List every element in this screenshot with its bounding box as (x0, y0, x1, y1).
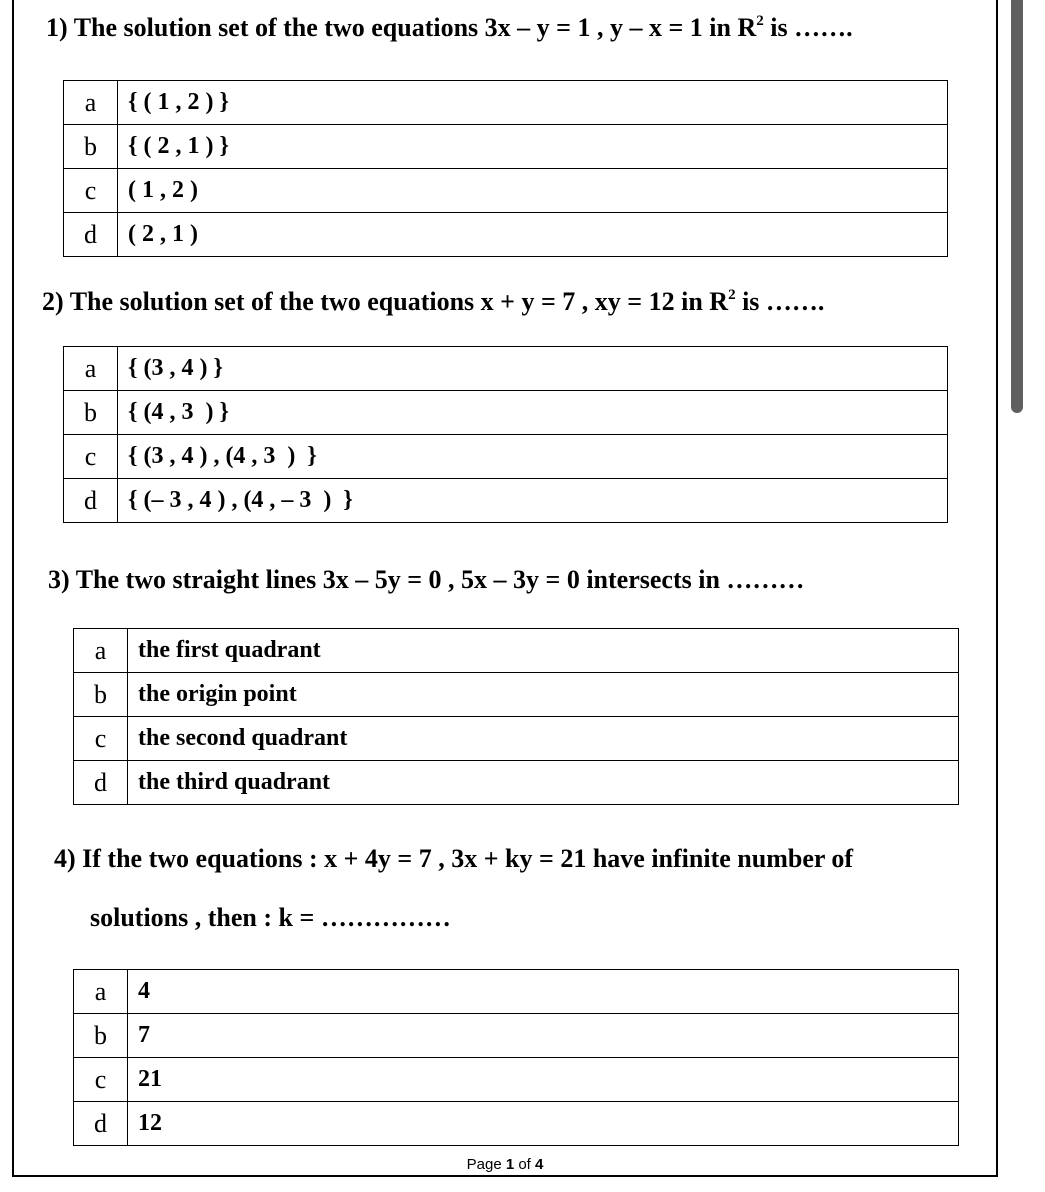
option-value: 4 (128, 970, 959, 1014)
option-value: the third quadrant (128, 761, 959, 805)
option-row[interactable] (64, 347, 948, 391)
question-2-tail: is ……. (735, 287, 825, 316)
question-4-body-line2: solutions , then : k = …………… (90, 903, 451, 932)
option-letter: c (64, 435, 118, 479)
option-value: 21 (128, 1058, 959, 1102)
question-3-options (73, 628, 959, 805)
option-row[interactable] (64, 479, 948, 523)
option-row[interactable] (64, 125, 948, 169)
option-letter: b (74, 673, 128, 717)
question-4-text-line2 (90, 903, 451, 933)
footer-current-page: 1 (505, 1156, 515, 1173)
question-4-text (54, 844, 853, 874)
option-value: ( 1 , 2 ) (118, 169, 948, 213)
option-row[interactable] (74, 970, 959, 1014)
option-letter: b (64, 391, 118, 435)
option-letter: c (74, 717, 128, 761)
option-value: the second quadrant (128, 717, 959, 761)
question-2-text (42, 287, 824, 317)
question-2-superscript: 2 (728, 287, 736, 303)
option-row[interactable] (74, 1102, 959, 1146)
option-value: 7 (128, 1014, 959, 1058)
option-letter: a (64, 81, 118, 125)
option-row[interactable] (74, 1058, 959, 1102)
question-1-tail: is ……. (763, 13, 853, 42)
option-value: { (3 , 4 ) } (118, 347, 948, 391)
option-row[interactable] (74, 629, 959, 673)
option-value: 12 (128, 1102, 959, 1146)
option-letter: c (74, 1058, 128, 1102)
option-letter: a (64, 347, 118, 391)
option-letter: d (74, 1102, 128, 1146)
question-2-body: 2) The solution set of the two equations x + y = 7 , xy = 12 in R (42, 287, 729, 316)
option-value: { (3 , 4 ) , (4 , 3 ) } (118, 435, 948, 479)
option-value: { ( 1 , 2 ) } (118, 81, 948, 125)
option-letter: a (74, 629, 128, 673)
option-value: the origin point (128, 673, 959, 717)
option-value: { (– 3 , 4 ) , (4 , – 3 ) } (118, 479, 948, 523)
option-letter: b (64, 125, 118, 169)
option-letter: c (64, 169, 118, 213)
question-3-text (48, 565, 804, 595)
page-footer (0, 1156, 1010, 1173)
option-row[interactable] (74, 1014, 959, 1058)
footer-middle: of (514, 1156, 536, 1173)
option-letter: d (74, 761, 128, 805)
question-1-body: 1) The solution set of the two equations 3x – y = 1 , y – x = 1 in R (46, 13, 757, 42)
question-2-options (63, 346, 948, 523)
question-4-body: 4) If the two equations : x + 4y = 7 , 3x + ky = 21 have infinite number of (54, 844, 854, 873)
option-letter: b (74, 1014, 128, 1058)
question-1-superscript: 2 (756, 13, 764, 29)
option-value: ( 2 , 1 ) (118, 213, 948, 257)
vertical-scrollbar[interactable] (1011, 0, 1023, 413)
option-row[interactable] (64, 213, 948, 257)
option-row[interactable] (64, 169, 948, 213)
option-value: { ( 2 , 1 ) } (118, 125, 948, 169)
option-value: the first quadrant (128, 629, 959, 673)
question-1-text (46, 13, 853, 43)
option-letter: a (74, 970, 128, 1014)
option-letter: d (64, 479, 118, 523)
option-row[interactable] (64, 391, 948, 435)
footer-total-pages: 4 (535, 1156, 544, 1173)
option-row[interactable] (64, 81, 948, 125)
question-1-options (63, 80, 948, 257)
option-row[interactable] (74, 761, 959, 805)
option-letter: d (64, 213, 118, 257)
option-row[interactable] (74, 717, 959, 761)
question-4-options (73, 969, 959, 1146)
option-row[interactable] (74, 673, 959, 717)
footer-prefix: Page (466, 1156, 506, 1173)
option-row[interactable] (64, 435, 948, 479)
question-3-body: 3) The two straight lines 3x – 5y = 0 , 5x – 3y = 0 intersects in ……… (48, 565, 805, 594)
option-value: { (4 , 3 ) } (118, 391, 948, 435)
